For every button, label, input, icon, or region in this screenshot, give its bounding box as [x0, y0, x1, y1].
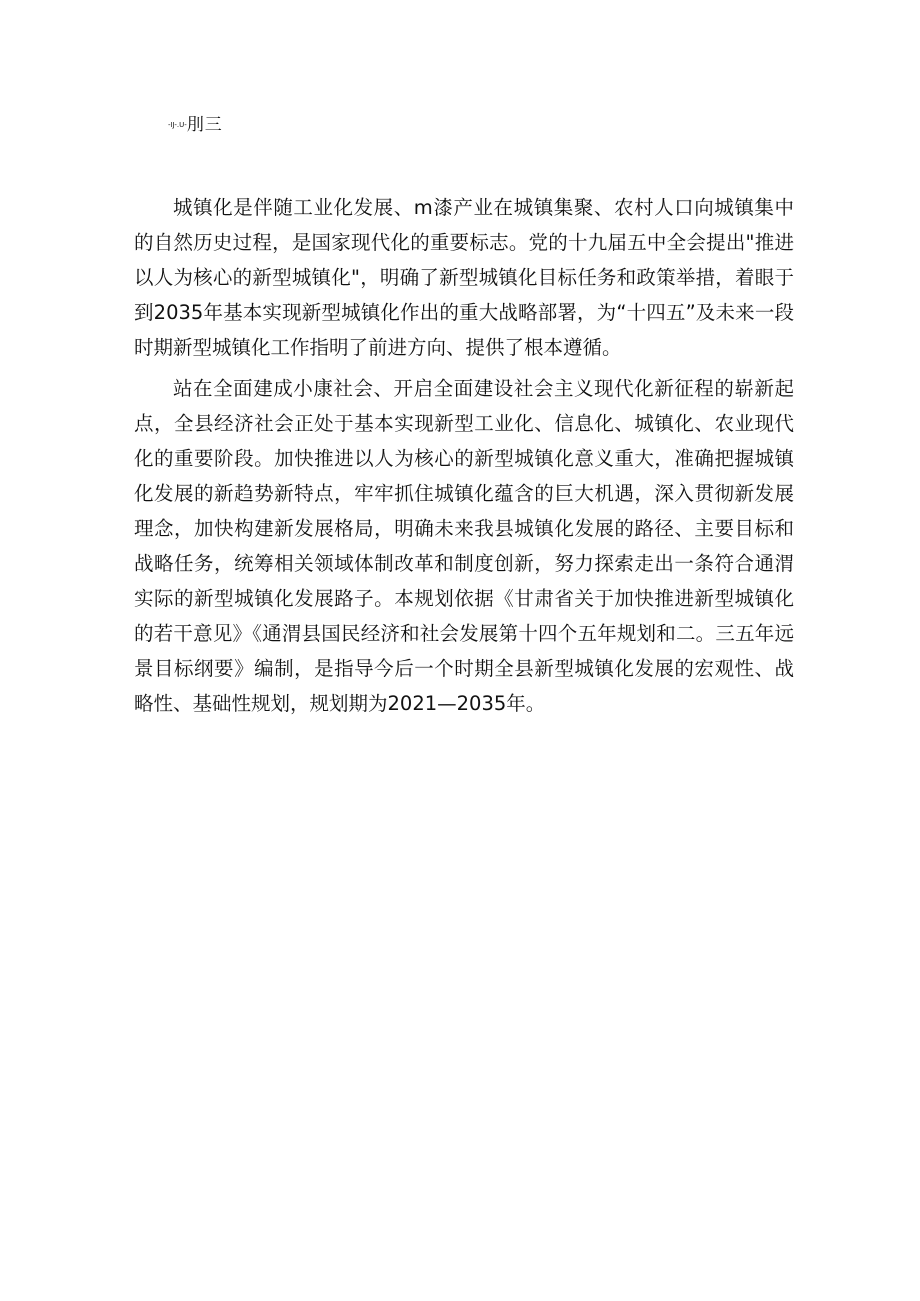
- section-heading: [168, 114, 223, 136]
- body-text: [134, 190, 794, 721]
- paragraph-1: 城镇化是伴随工业化发展、m漆产业在城镇集聚、农村人口向城镇集中的自然历史过程，是国家现代化的重要标志。党的十九届五中全会提出"推进以人为核心的新型城镇化"，明确了新型城镇化目标任务和政策举措，着眼于到2035年基本实现新型城镇化作出的重大战略部署，为“十四五”及未来一段时期新型城镇化工作指明了前进方向、提供了根本遵循。: [134, 196, 794, 359]
- heading-prefix: -IJ-.U-: [168, 121, 187, 129]
- paragraph-2: 站在全面建成小康社会、开启全面建设社会主义现代化新征程的崭新起点，全县经济社会正处于基本实现新型工业化、信息化、城镇化、农业现代化的重要阶段。加快推进以人为核心的新型城镇化意义重大，准确把握城镇化发展的新趋势新特点，牢牢抓住城镇化蕴含的巨大机遇，深入贯彻新发展理念，加快构建新发展格局，明确未来我县城镇化发展的路径、主要目标和战略任务，统筹相关领域体制改革和制度创新，努力探索走出一条符合通渭实际的新型城镇化发展路子。本规划依据《甘肃省关于加快推进新型城镇化的若干意见》《通渭县国民经济和社会发展第十四个五年规划和二。三五年远景目标纲要》编制，是指导今后一个时期全县新型城镇化发展的宏观性、战略性、基础性规划，规划期为2021—2035年。: [134, 377, 794, 715]
- heading-title: 刖三: [186, 115, 223, 135]
